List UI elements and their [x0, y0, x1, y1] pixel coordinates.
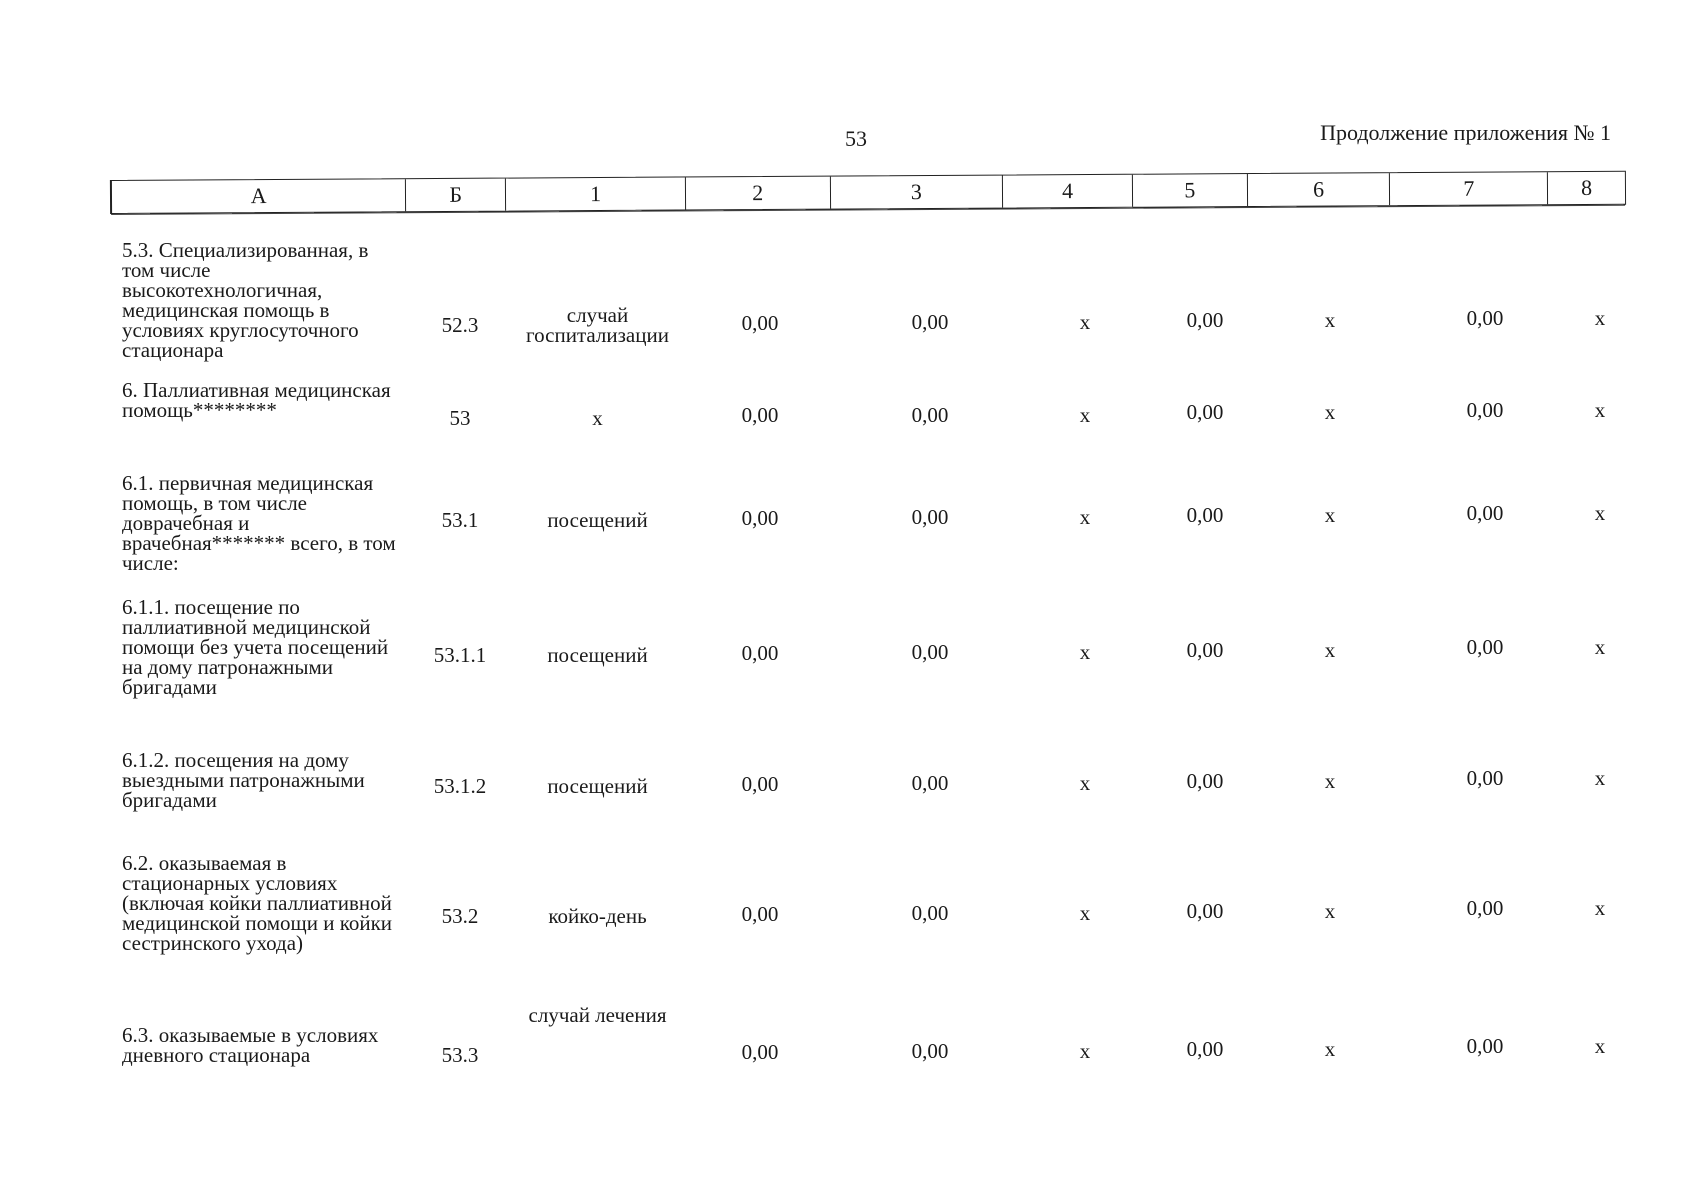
row-name: 5.3. Специализированная, в том числе высокотехнологичная, медицинская помощь в условиях круглосуточного стационара	[122, 238, 369, 362]
row-col-3: 0,00	[911, 403, 949, 427]
row-col-5: 0,00	[1186, 1037, 1224, 1061]
row-name: 6.3. оказываемые в условиях дневного стационара	[122, 1023, 379, 1067]
page-number: 53	[845, 126, 867, 151]
row-col-3: 0,00	[911, 771, 949, 795]
row-col-5: 0,00	[1186, 503, 1224, 527]
column-header-2: 2	[686, 177, 831, 210]
row-col-4: х	[1079, 771, 1091, 795]
row-unit: посещений	[547, 643, 648, 667]
row-col-8: х	[1594, 1034, 1606, 1058]
row-col-5: 0,00	[1186, 638, 1224, 662]
row-code: 53.2	[441, 904, 479, 928]
row-col-4: х	[1079, 403, 1091, 427]
row-name: 6.1.2. посещения на дому выездными патронажными бригадами	[122, 748, 365, 812]
row-col-2: 0,00	[741, 641, 779, 665]
column-header-3: 3	[830, 176, 1003, 209]
row-name: 6.1.1. посещение по паллиативной медицинской помощи без учета посещений на дому патронажными бригадами	[122, 595, 389, 699]
row-col-4: х	[1079, 640, 1091, 664]
row-code: 53.1	[441, 508, 479, 532]
row-col-4: х	[1079, 901, 1091, 925]
row-col-3: 0,00	[911, 640, 949, 664]
row-code: 53.1.1	[433, 643, 487, 667]
row-col-5: 0,00	[1186, 400, 1224, 424]
row-name: 6.1. первичная медицинская помощь, в том числе доврачебная и врачебная******* всего, в том числе:	[122, 471, 396, 575]
row-col-7: 0,00	[1466, 1034, 1504, 1058]
row-unit: койко-день	[548, 904, 647, 928]
row-code: 53.1.2	[433, 774, 487, 798]
row-unit: х	[592, 406, 603, 430]
column-header-1: 1	[506, 177, 686, 210]
row-unit: случай лечения	[528, 1003, 667, 1027]
column-header-a: А	[112, 179, 407, 213]
row-col-7: 0,00	[1466, 398, 1504, 422]
column-header-5: 5	[1133, 174, 1248, 207]
row-unit: посещений	[547, 774, 648, 798]
row-col-2: 0,00	[741, 772, 779, 796]
row-col-7: 0,00	[1466, 766, 1504, 790]
column-header-4: 4	[1003, 175, 1133, 208]
appendix-label: Продолжение приложения № 1	[1320, 120, 1611, 145]
row-col-8: х	[1594, 635, 1606, 659]
row-col-4: х	[1079, 505, 1091, 529]
row-col-3: 0,00	[911, 310, 949, 334]
row-col-8: х	[1594, 766, 1606, 790]
row-col-3: 0,00	[911, 1039, 949, 1063]
row-col-6: х	[1324, 308, 1336, 332]
row-unit: случай госпитализации	[526, 303, 669, 347]
row-col-5: 0,00	[1186, 308, 1224, 332]
row-col-2: 0,00	[741, 403, 779, 427]
row-name: 6. Паллиативная медицинская помощь********	[122, 378, 391, 422]
row-col-6: х	[1324, 638, 1336, 662]
row-col-6: х	[1324, 769, 1336, 793]
row-name: 6.2. оказываемая в стационарных условиях (включая койки паллиативной медицинской помощи и койки сестринского ухода)	[122, 851, 393, 955]
row-col-5: 0,00	[1186, 769, 1224, 793]
row-col-2: 0,00	[741, 1040, 779, 1064]
row-col-2: 0,00	[741, 902, 779, 926]
row-col-6: х	[1324, 899, 1336, 923]
row-col-6: х	[1324, 400, 1336, 424]
row-col-8: х	[1594, 896, 1606, 920]
row-col-7: 0,00	[1466, 306, 1504, 330]
row-col-5: 0,00	[1186, 899, 1224, 923]
row-col-3: 0,00	[911, 901, 949, 925]
table-header-row	[110, 171, 1626, 214]
row-col-8: х	[1594, 398, 1606, 422]
column-header-7: 7	[1390, 172, 1548, 205]
column-header-8: 8	[1580, 174, 1593, 201]
column-header-b: Б	[406, 179, 506, 212]
row-col-8: х	[1594, 306, 1606, 330]
row-col-2: 0,00	[741, 506, 779, 530]
row-unit: посещений	[547, 508, 648, 532]
row-col-7: 0,00	[1466, 635, 1504, 659]
row-col-7: 0,00	[1466, 501, 1504, 525]
row-col-4: х	[1079, 1039, 1091, 1063]
row-col-8: х	[1594, 501, 1606, 525]
column-header-6: 6	[1248, 173, 1391, 206]
row-col-3: 0,00	[911, 505, 949, 529]
row-col-7: 0,00	[1466, 896, 1504, 920]
row-code: 53	[449, 406, 471, 430]
row-col-2: 0,00	[741, 311, 779, 335]
row-code: 53.3	[441, 1043, 479, 1067]
row-col-6: х	[1324, 503, 1336, 527]
row-code: 52.3	[441, 313, 479, 337]
row-col-4: х	[1079, 310, 1091, 334]
row-col-6: х	[1324, 1037, 1336, 1061]
